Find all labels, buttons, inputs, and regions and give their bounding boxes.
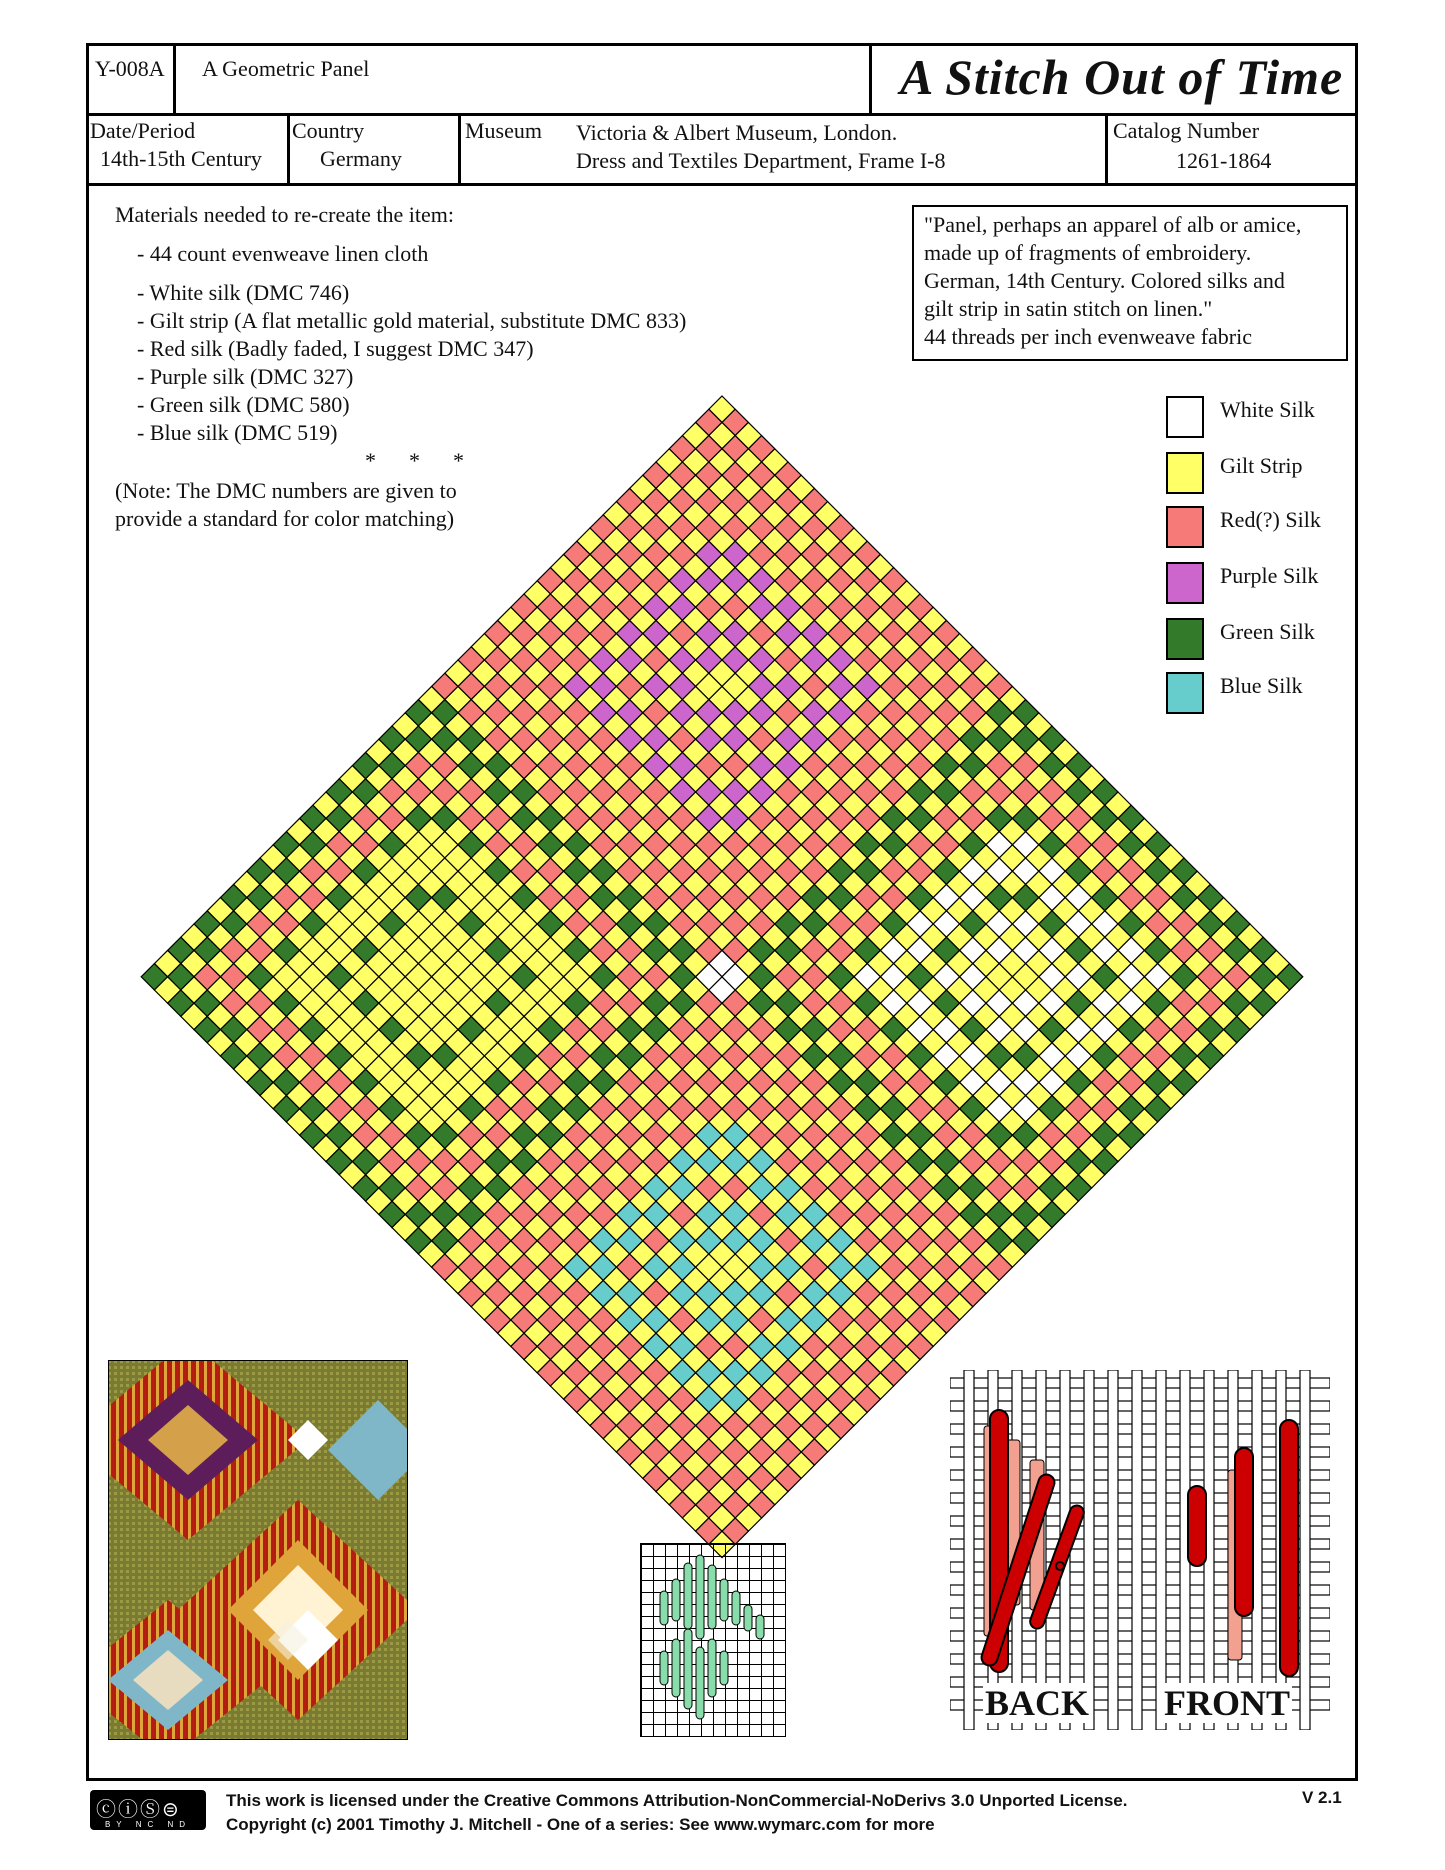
quote-line: German, 14th Century. Colored silks and: [924, 268, 1285, 293]
legend-label: Red(?) Silk: [1220, 507, 1321, 532]
back-front-stitch-diagram: [950, 1370, 1330, 1730]
front-label: FRONT: [1164, 1683, 1290, 1723]
cc-badge-label: BY NC ND: [104, 1820, 192, 1829]
materials-item: - Blue silk (DMC 519): [137, 420, 338, 445]
legend-label: White Silk: [1220, 397, 1315, 422]
catalog-label: Catalog Number: [1113, 118, 1260, 143]
back-label: BACK: [985, 1683, 1090, 1723]
quote-line: gilt strip in satin stitch on linen.": [924, 296, 1213, 321]
license-line: This work is licensed under the Creative Commons Attribution-NonCommercial-NoDerivs 3.0 Unported License.: [226, 1791, 1128, 1810]
creative-commons-badge[interactable]: [90, 1790, 206, 1830]
item-code: Y-008A: [95, 56, 165, 81]
museum-line1: Victoria & Albert Museum, London.: [576, 120, 898, 145]
materials-note-line2: provide a standard for color matching): [115, 506, 455, 531]
quote-line: 44 threads per inch evenweave fabric: [924, 324, 1253, 349]
materials-item: - Green silk (DMC 580): [137, 392, 350, 417]
cc-icons: ⓒⓘⓈ⊜: [96, 1799, 181, 1821]
materials-item: - Purple silk (DMC 327): [137, 364, 354, 389]
legend-label: Green Silk: [1220, 619, 1315, 644]
legend-label: Gilt Strip: [1220, 453, 1303, 478]
materials-item: - 44 count evenweave linen cloth: [137, 241, 429, 266]
museum-line2: Dress and Textiles Department, Frame I-8: [576, 148, 946, 173]
materials-item: - Red silk (Badly faded, I suggest DMC 347): [137, 336, 534, 361]
materials-separator: * * *: [365, 448, 464, 473]
materials-note-line1: (Note: The DMC numbers are given to: [115, 478, 457, 503]
version-label: V 2.1: [1302, 1788, 1342, 1807]
series-title: A Stitch Out of Time: [900, 49, 1344, 105]
materials-item: - White silk (DMC 746): [137, 280, 350, 305]
legend-label: Purple Silk: [1220, 563, 1319, 588]
materials-heading: Materials needed to re-create the item:: [115, 202, 454, 227]
date-period-label: Date/Period: [90, 118, 196, 143]
quote-line: made up of fragments of embroidery.: [924, 240, 1252, 265]
date-period-value: 14th-15th Century: [100, 146, 262, 171]
copyright-line: Copyright (c) 2001 Timothy J. Mitchell - One of a series: See www.wymarc.com for more: [226, 1815, 935, 1834]
quote-line: "Panel, perhaps an apparel of alb or amice,: [924, 212, 1302, 237]
country-value: Germany: [320, 146, 402, 171]
satin-stitch-bars: [640, 1543, 784, 1735]
museum-label: Museum: [465, 118, 542, 143]
country-label: Country: [292, 118, 365, 143]
legend-label: Blue Silk: [1220, 673, 1303, 698]
original-embroidery-photo: [108, 1360, 408, 1740]
materials-item: - Gilt strip (A flat metallic gold material, substitute DMC 833): [137, 308, 687, 333]
catalog-value: 1261-1864: [1176, 148, 1272, 173]
item-title: A Geometric Panel: [202, 56, 370, 81]
